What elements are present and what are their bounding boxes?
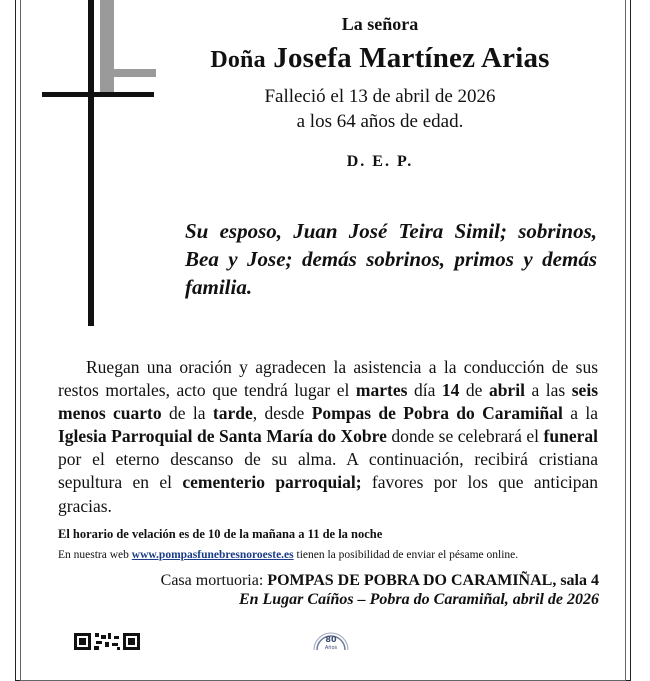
body-text-9: por el eterno descanso de su alma. A continuación, recibirá cristiana sepultura en el (58, 449, 598, 493)
body-bold-funeral: funeral (543, 426, 598, 447)
deceased-name (160, 42, 600, 75)
body-bold-church: Iglesia Parroquial de Santa María do Xobre (58, 426, 387, 447)
body-bold-time: seis menos cuarto (58, 380, 598, 424)
dep-text: D. E. P. (346, 153, 414, 170)
body-text-2: día (407, 380, 442, 401)
cross-vertical-bar (88, 0, 94, 326)
mortuary-label: Casa mortuoria: (160, 572, 268, 589)
seal-unit: Años (324, 645, 338, 650)
cross-shadow-vertical (100, 0, 114, 92)
cross-shadow-horizontal (100, 69, 156, 77)
body-text-10: favores por los que anticipan gracias. (58, 472, 598, 516)
vigil-hours: El horario de velación es de 10 de la mañana a 11 de la noche (58, 527, 383, 541)
mortuary-value: POMPAS DE POBRA DO CARAMIÑAL, sala 4 (267, 572, 599, 589)
name-text: Josefa Martínez Arias (273, 42, 550, 74)
web-note-before: En nuestra web (58, 549, 132, 561)
body-text-5: de la (161, 403, 213, 424)
body-text-4: a las (524, 380, 572, 401)
body-text-7: a la (562, 403, 598, 424)
anniversary-seal-icon (311, 628, 351, 650)
qr-code-icon (74, 633, 140, 650)
body-bold-month: abril (488, 380, 525, 401)
cross-horizontal-bar (42, 92, 154, 97)
body-text-6: , desde (252, 403, 312, 424)
mourners-list: Su esposo, Juan José Teira Simil; sobrinos, Bea y Jose; demás sobrinos, primos y demás familia. (185, 219, 597, 299)
web-note-after: tienen la posibilidad de enviar el pésame online. (293, 549, 519, 561)
body-bold-afternoon: tarde (212, 403, 253, 424)
place-date: En Lugar Caíños – Pobra do Caramiñal, abril de 2026 (238, 591, 599, 608)
website-link[interactable]: www.pompasfunebresnoroeste.es (131, 549, 294, 561)
body-bold-origin: Pompas de Pobra do Caramiñal (311, 403, 563, 424)
body-text-8: donde se celebrará el (386, 426, 544, 447)
honorific: La señora (341, 14, 419, 34)
age-line: a los 64 años de edad. (296, 111, 464, 132)
body-bold-day: 14 (441, 380, 460, 401)
mortuary-line (161, 572, 599, 590)
body-paragraph (58, 356, 598, 518)
web-note (58, 549, 518, 561)
name-prefix: Doña (210, 47, 266, 73)
seal-number: 80 (325, 635, 337, 644)
body-text-1: Ruegan una oración y agradecen la asistencia a la conducción de sus restos mortales, acto que tendrá lugar el (58, 357, 598, 401)
body-bold-weekday: martes (355, 380, 408, 401)
death-date: Falleció el 13 de abril de 2026 (264, 86, 496, 107)
body-bold-cemetery: cementerio parroquial; (182, 472, 362, 493)
body-text-3: de (459, 380, 489, 401)
